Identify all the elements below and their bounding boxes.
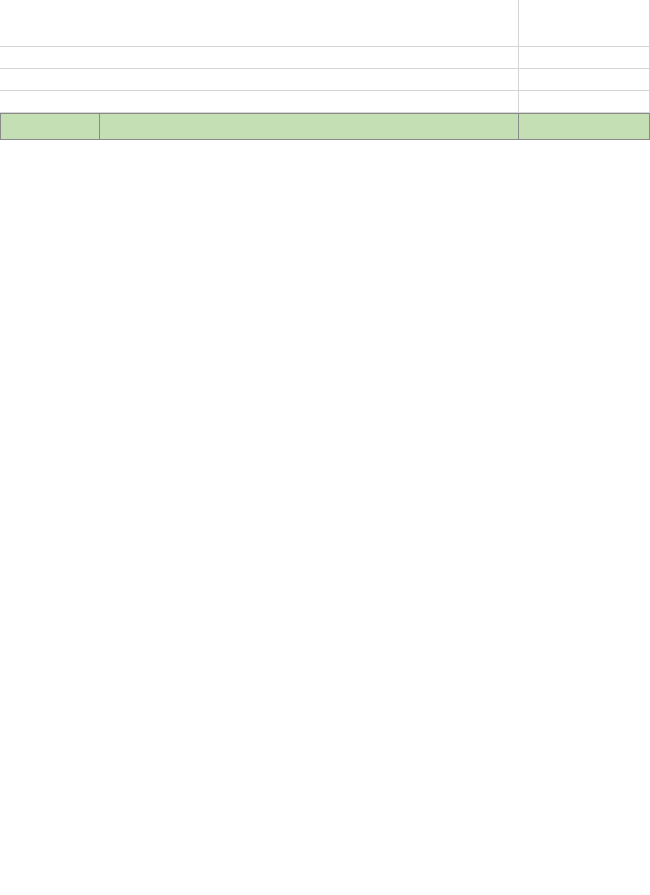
document-title[interactable]	[0, 0, 519, 47]
table-header	[0, 113, 650, 140]
event-date[interactable]	[0, 47, 519, 69]
empty-cell[interactable]	[519, 91, 650, 113]
title-row	[0, 0, 650, 47]
empty-cell[interactable]	[519, 0, 650, 47]
header-speaker[interactable]	[519, 113, 650, 140]
header-content[interactable]	[100, 113, 519, 140]
blank-row	[0, 91, 650, 113]
empty-cell[interactable]	[519, 47, 650, 69]
event-venue[interactable]	[0, 69, 519, 91]
date-row	[0, 47, 650, 69]
venue-row	[0, 69, 650, 91]
empty-cell[interactable]	[0, 91, 519, 113]
header-time[interactable]	[0, 113, 100, 140]
empty-cell[interactable]	[519, 69, 650, 91]
